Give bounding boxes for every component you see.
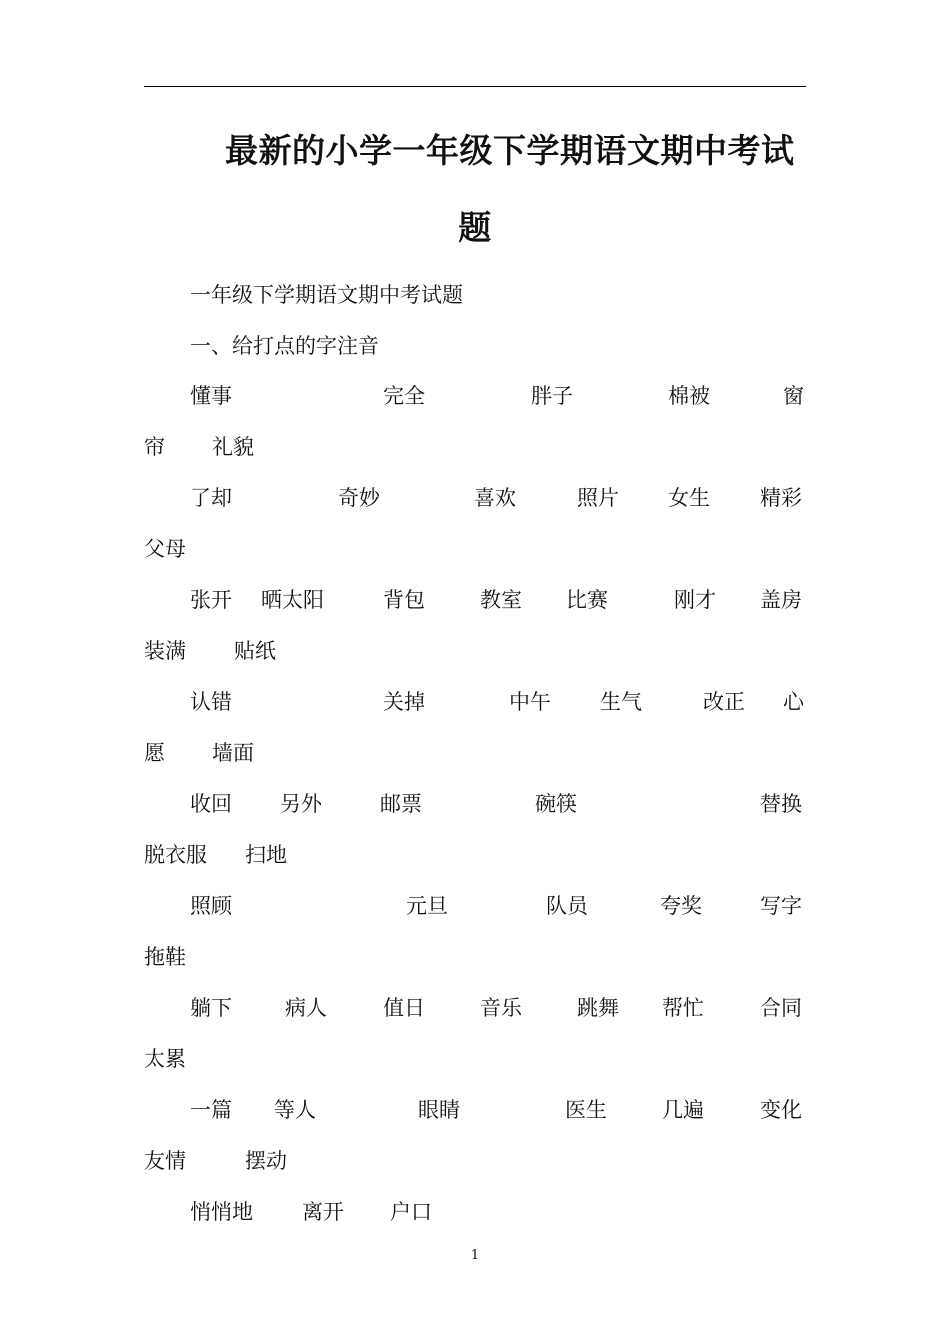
word: 变化 bbox=[760, 1098, 802, 1122]
word: 教室 bbox=[480, 588, 522, 612]
word: 盖房 bbox=[760, 588, 802, 612]
word: 太累 bbox=[144, 1047, 186, 1071]
word: 胖子 bbox=[531, 384, 573, 408]
word: 几遍 bbox=[662, 1098, 704, 1122]
title-line-1: 最新的小学一年级下学期语文期中考试 bbox=[225, 131, 795, 170]
word: 元旦 bbox=[406, 894, 448, 918]
page-number: 1 bbox=[470, 1248, 480, 1263]
word: 贴纸 bbox=[234, 639, 276, 663]
word: 一篇 bbox=[190, 1098, 232, 1122]
word: 愿 bbox=[144, 741, 165, 765]
word: 女生 bbox=[668, 486, 710, 510]
word: 张开 bbox=[190, 588, 232, 612]
word: 晒太阳 bbox=[261, 588, 324, 612]
word: 认错 bbox=[190, 690, 232, 714]
word: 装满 bbox=[144, 639, 186, 663]
word: 合同 bbox=[760, 996, 802, 1020]
word: 友情 bbox=[144, 1149, 186, 1173]
word: 悄悄地 bbox=[190, 1200, 253, 1224]
word: 碗筷 bbox=[535, 792, 577, 816]
word: 完全 bbox=[383, 384, 425, 408]
word: 照顾 bbox=[190, 894, 232, 918]
word: 帮忙 bbox=[662, 996, 704, 1020]
word: 喜欢 bbox=[474, 486, 516, 510]
word: 邮票 bbox=[380, 792, 422, 816]
word: 夸奖 bbox=[660, 894, 702, 918]
word: 写字 bbox=[760, 894, 802, 918]
subtitle: 一年级下学期语文期中考试题 bbox=[190, 283, 463, 307]
word: 棉被 bbox=[668, 384, 710, 408]
word: 心 bbox=[783, 690, 804, 714]
section-heading: 一、给打点的字注音 bbox=[190, 334, 379, 358]
word: 离开 bbox=[302, 1200, 344, 1224]
word: 奇妙 bbox=[338, 486, 380, 510]
word: 收回 bbox=[190, 792, 232, 816]
word: 父母 bbox=[144, 537, 186, 561]
word: 关掉 bbox=[383, 690, 425, 714]
word: 背包 bbox=[383, 588, 425, 612]
word: 扫地 bbox=[245, 843, 287, 867]
header-rule bbox=[144, 86, 806, 87]
word: 病人 bbox=[285, 996, 327, 1020]
word: 礼貌 bbox=[212, 435, 254, 459]
word: 等人 bbox=[274, 1098, 316, 1122]
word: 摆动 bbox=[245, 1149, 287, 1173]
word: 另外 bbox=[280, 792, 322, 816]
word: 眼睛 bbox=[418, 1098, 460, 1122]
title-line-2: 题 bbox=[458, 208, 492, 247]
word: 改正 bbox=[703, 690, 745, 714]
word: 跳舞 bbox=[577, 996, 619, 1020]
word: 刚才 bbox=[674, 588, 716, 612]
word: 中午 bbox=[509, 690, 551, 714]
word: 脱衣服 bbox=[144, 843, 207, 867]
word: 比赛 bbox=[566, 588, 608, 612]
word: 音乐 bbox=[480, 996, 522, 1020]
word: 窗 bbox=[783, 384, 804, 408]
word: 户口 bbox=[390, 1200, 432, 1224]
word: 帘 bbox=[144, 435, 165, 459]
word: 值日 bbox=[383, 996, 425, 1020]
word: 了却 bbox=[190, 486, 232, 510]
word: 拖鞋 bbox=[144, 945, 186, 969]
word: 照片 bbox=[577, 486, 619, 510]
word: 医生 bbox=[565, 1098, 607, 1122]
word: 替换 bbox=[760, 792, 802, 816]
word: 生气 bbox=[600, 690, 642, 714]
word: 队员 bbox=[546, 894, 588, 918]
word: 懂事 bbox=[190, 384, 232, 408]
word: 躺下 bbox=[190, 996, 232, 1020]
word: 墙面 bbox=[212, 741, 254, 765]
word: 精彩 bbox=[760, 486, 802, 510]
